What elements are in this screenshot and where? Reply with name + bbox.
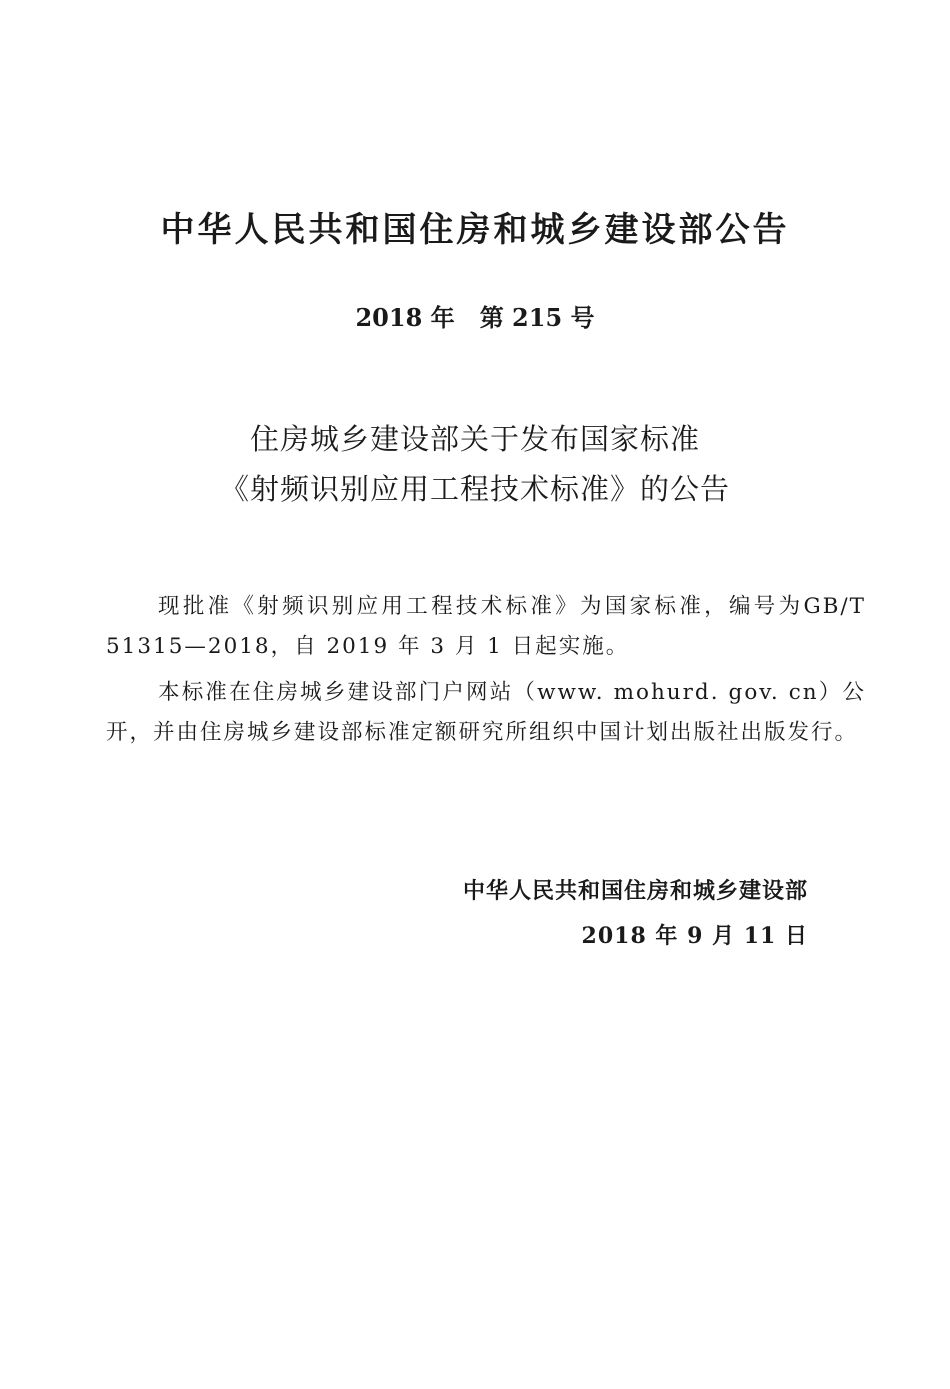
signature-date: 2018 年 9 月 11 日	[581, 923, 808, 949]
signature-organization: 中华人民共和国住房和城乡建设部	[462, 879, 808, 904]
body-paragraph-approval: 现批准《射频识别应用工程技术标准》为国家标准，编号为GB/T 51315—2018，自 2019 年 3 月 1 日起实施。	[106, 594, 866, 659]
announcement-number: 2018 年 第 215 号	[355, 303, 595, 332]
body-paragraph-publication: 本标准在住房城乡建设部门户网站（www. mohurd. gov. cn）公开，并由住房城乡建设部标准定额研究所组织中国计划出版社出版发行。	[106, 680, 866, 745]
announcement-body	[106, 587, 866, 759]
agency-title: 中华人民共和国住房和城乡建设部公告	[160, 210, 790, 250]
announcement-subject	[0, 414, 950, 514]
signature-block	[463, 870, 808, 958]
subject-line-1: 住房城乡建设部关于发布国家标准	[249, 422, 700, 456]
subject-line-2: 《射频识别应用工程技术标准》的公告	[219, 472, 730, 506]
